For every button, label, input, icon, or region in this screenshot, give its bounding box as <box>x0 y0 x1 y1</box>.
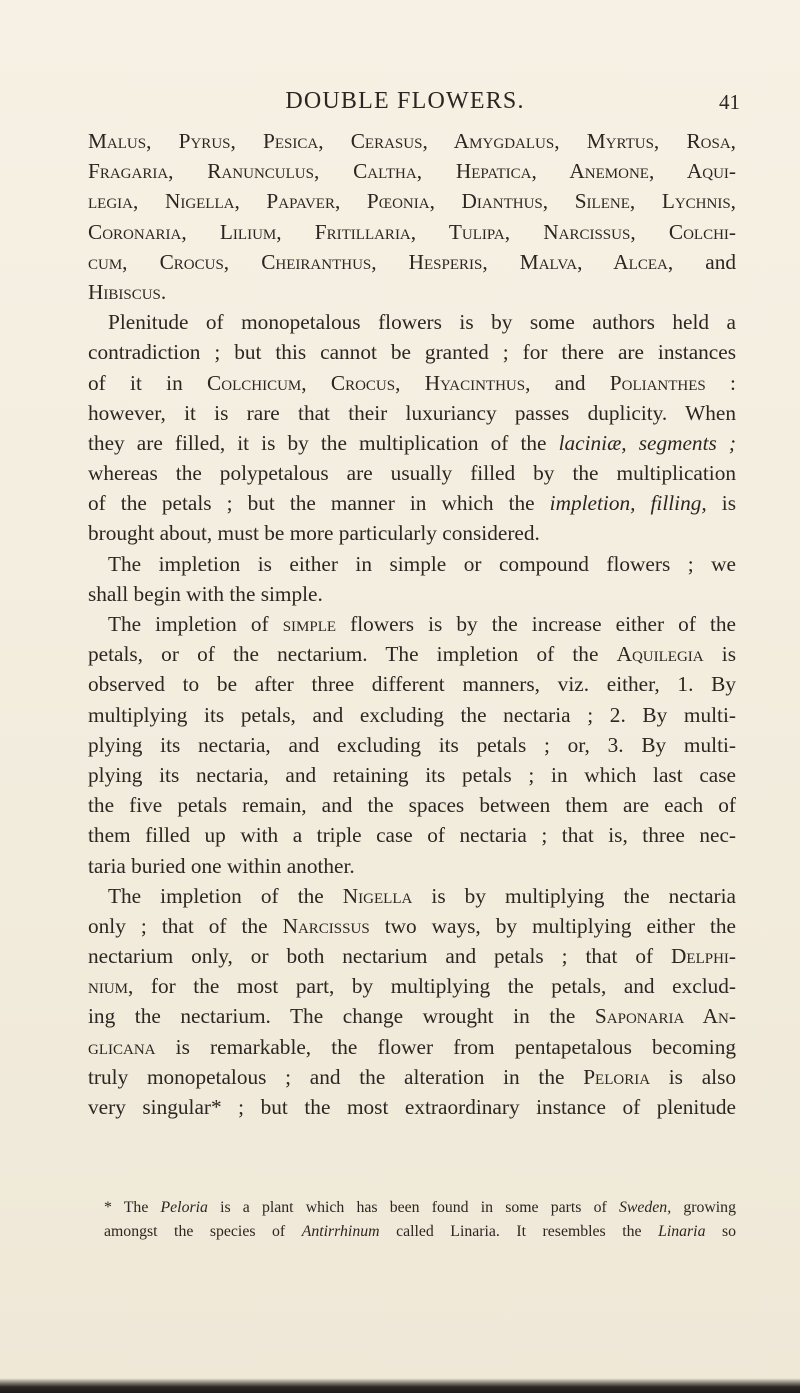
text-span: two ways, by multiplying either the <box>384 913 736 938</box>
text-line: Coronaria, Lilium, Fritillaria, Tulipa, Narcissus, Colchi- <box>88 219 736 244</box>
text-span: petals, or of the nectarium. The impletion of the <box>88 642 599 667</box>
text-line <box>88 609 736 639</box>
text-span: The impletion of <box>108 612 269 636</box>
genus-name: Narcissus <box>282 913 370 938</box>
text-line <box>88 488 736 518</box>
genus-name: Colchicum, Crocus, Hyacinthus, <box>207 370 531 395</box>
genus-name: Peloria <box>583 1064 651 1089</box>
page-number: 41 <box>719 90 740 114</box>
genus-name: nium, <box>88 974 134 999</box>
text-span: is remarkable, the flower from pentapetalous becoming <box>175 1034 736 1059</box>
text-line <box>88 971 736 1001</box>
text-span: is also <box>668 1064 736 1089</box>
text-line <box>88 1032 736 1062</box>
footnote-line <box>104 1196 736 1220</box>
text-span: amongst the species of <box>104 1223 286 1240</box>
text-span: is <box>721 491 736 516</box>
genus-name: Polianthes : <box>609 370 736 395</box>
running-title: DOUBLE FLOWERS. <box>285 88 525 114</box>
text-line: the five petals remain, and the spaces between them are each of <box>88 793 736 818</box>
text-line: The impletion is either in simple or compound flowers ; we <box>108 551 736 576</box>
text-span: The impletion of the <box>108 883 324 908</box>
text-line: Malus, Pyrus, Pesica, Cerasus, Amygdalus, Myrtus, Rosa, <box>88 129 736 153</box>
text-line: plying its nectaria, and excluding its petals ; or, 3. By multi- <box>88 732 736 757</box>
genus-name: Delphi- <box>671 944 736 969</box>
footnote-line <box>104 1220 736 1244</box>
text-line: Fragaria, Ranunculus, Caltha, Hepatica, Anemone, Aqui- <box>88 159 736 184</box>
italic-term: Sweden, <box>618 1199 672 1216</box>
text-span: growing <box>683 1199 736 1216</box>
text-line <box>88 881 736 911</box>
text-line: contradiction ; but this cannot be granted ; for there are instances <box>88 340 736 365</box>
text-line: them filled up with a triple case of nectaria ; that is, three nec- <box>88 823 736 848</box>
page-header <box>70 88 740 120</box>
text-line: very singular* ; but the most extraordinary instance of plenitude <box>88 1095 736 1119</box>
text-span: so <box>722 1223 736 1240</box>
italic-term: laciniæ, segments ; <box>558 430 736 455</box>
footnote <box>104 1196 736 1244</box>
text-span: is a plant which has been found in some parts of <box>220 1199 607 1216</box>
genus-name: Nigella <box>342 883 413 908</box>
text-line: Hibiscus. <box>88 279 167 304</box>
word: and <box>705 249 736 274</box>
text-line <box>88 639 736 669</box>
genus-name: glicana <box>88 1034 156 1059</box>
italic-term: Peloria <box>160 1199 208 1216</box>
body-text <box>88 126 736 1122</box>
text-line: whereas the polypetalous are usually filled by the multiplication <box>88 461 736 486</box>
text-line <box>88 247 736 277</box>
genus-name: Saponaria An- <box>594 1004 736 1029</box>
text-span: nectarium only, or both nectarium and petals ; that of <box>88 944 654 969</box>
text-span: called Linaria. It resembles the <box>396 1223 642 1240</box>
text-line <box>88 368 736 398</box>
text-span: * The <box>104 1199 149 1216</box>
page-bottom-edge <box>0 1378 800 1393</box>
text-span: flowers is by the increase either of the <box>350 612 736 636</box>
text-span: they are filled, it is by the multiplication of the <box>88 430 547 455</box>
text-span: is by multiplying the nectaria <box>431 883 736 908</box>
genus-name: Aquilegia <box>616 642 704 667</box>
text-line: legia, Nigella, Papaver, Pœonia, Dianthus, Silene, Lychnis, <box>88 189 736 214</box>
text-span: of the petals ; but the manner in which the <box>88 491 535 516</box>
text-span: of it in <box>88 370 183 395</box>
small-caps-word: simple <box>282 612 337 636</box>
text-span: for the most part, by multiplying the petals, and exclud- <box>150 974 736 999</box>
text-line: however, it is rare that their luxuriancy passes duplicity. When <box>88 400 736 425</box>
text-line: plying its nectaria, and retaining its petals ; in which last case <box>88 762 736 787</box>
text-span: truly monopetalous ; and the alteration in the <box>88 1064 565 1089</box>
text-line <box>88 911 736 941</box>
text-line: brought about, must be more particularly considered. <box>88 521 540 546</box>
text-line: taria buried one within another. <box>88 853 355 878</box>
text-line <box>88 428 736 458</box>
text-span: only ; that of the <box>88 913 268 938</box>
text-line: observed to be after three different manners, viz. either, 1. By <box>88 672 736 697</box>
text-line: shall begin with the simple. <box>88 581 323 606</box>
text-line <box>88 1001 736 1031</box>
text-line <box>88 1062 736 1092</box>
genus-list: cum, Crocus, Cheiranthus, Hesperis, Malva, Alcea, <box>88 249 674 274</box>
text-line: multiplying its petals, and excluding the nectaria ; 2. By multi- <box>88 702 736 727</box>
text-span: and <box>554 370 586 395</box>
italic-term: Antirrhinum <box>301 1223 380 1240</box>
text-span: ing the nectarium. The change wrought in the <box>88 1004 576 1029</box>
text-span: is <box>721 642 736 667</box>
italic-term: Linaria <box>658 1223 706 1240</box>
text-line: Plenitude of monopetalous flowers is by some authors held a <box>108 310 736 335</box>
text-line <box>88 941 736 971</box>
italic-term: impletion, filling, <box>549 491 707 516</box>
